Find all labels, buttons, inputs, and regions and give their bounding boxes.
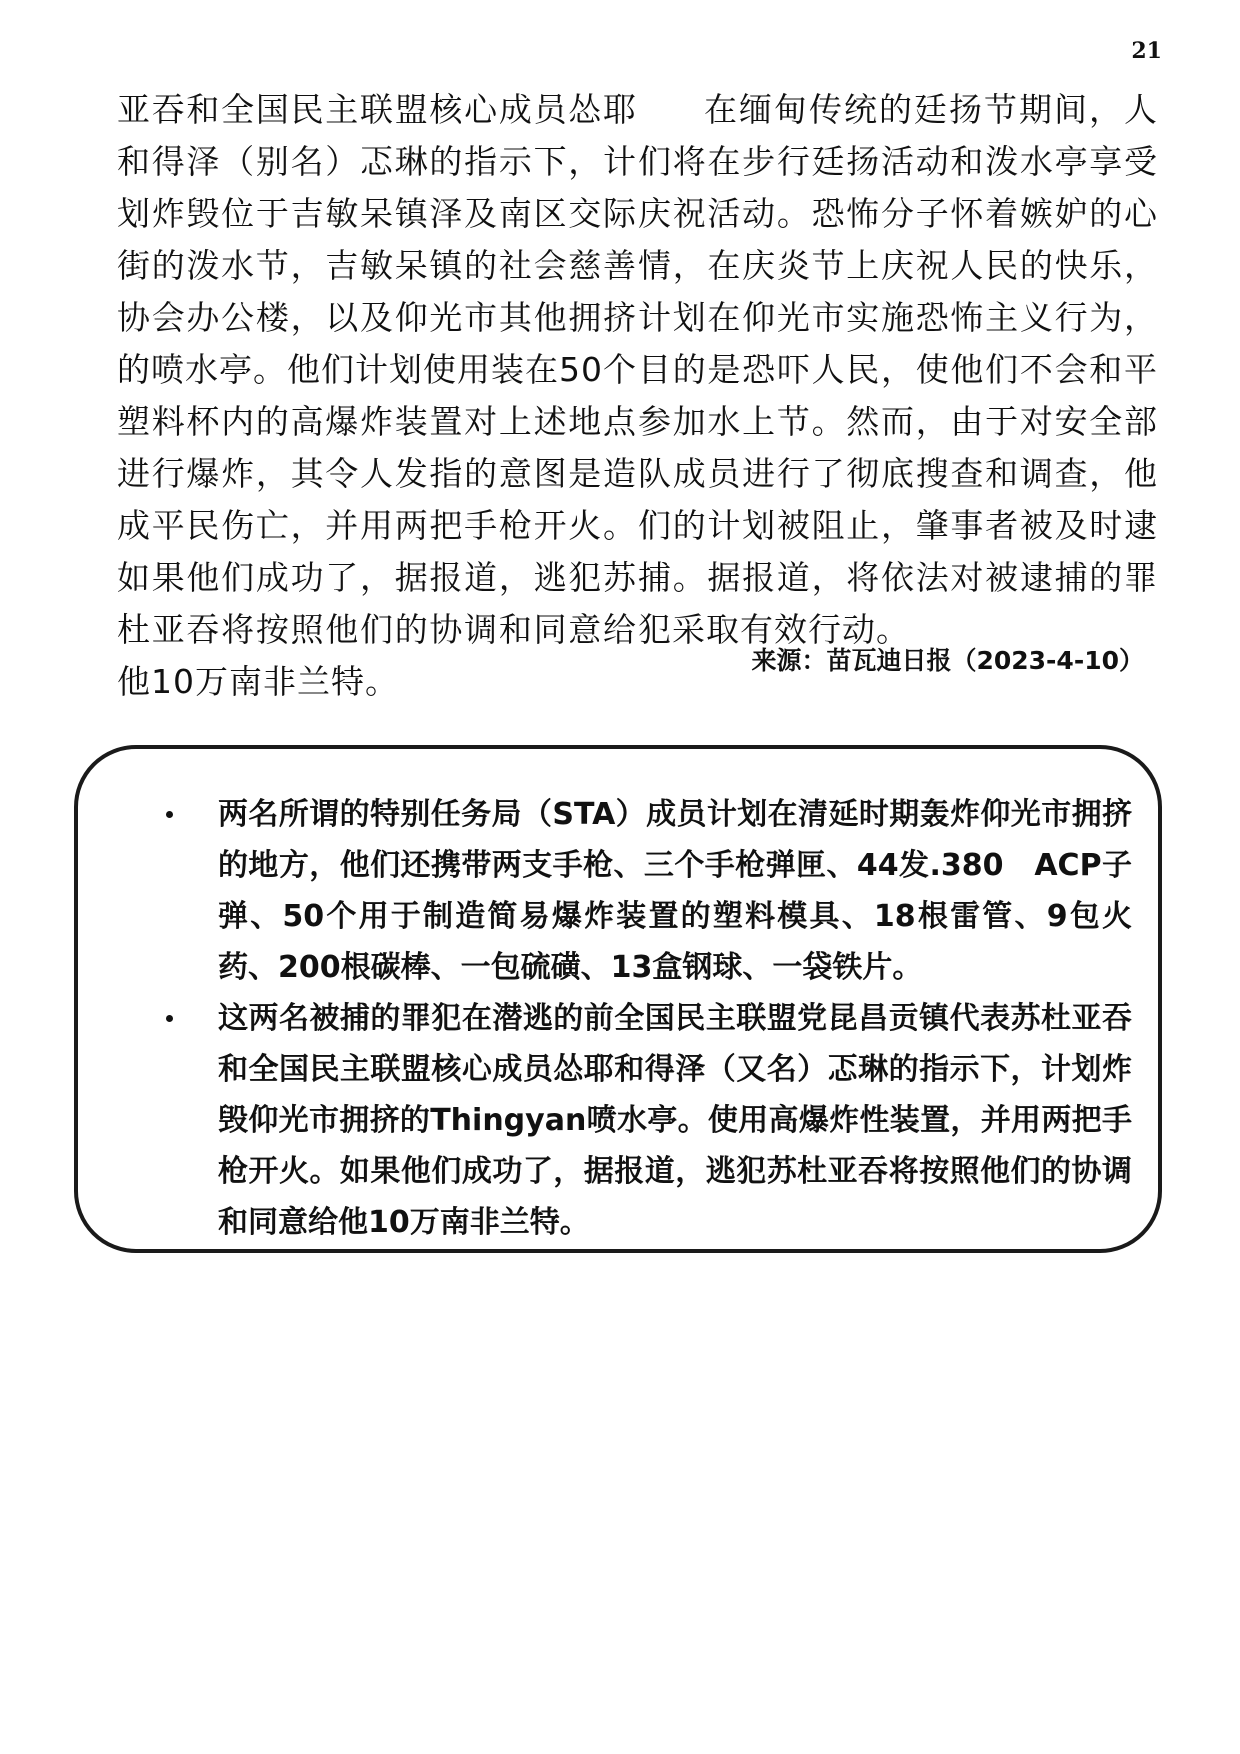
- source-citation: 来源：苗瓦迪日报（2023-4-10）: [751, 646, 1144, 675]
- page-number: 21: [1131, 38, 1162, 64]
- left-column-paragraph: 亚吞和全国民主联盟核心成员怂耶和得泽（别名）忑琳的指示下，计划炸毁位于吉敏呆镇泽及南区交际街的泼水节，吉敏呆镇的社会慈善协会办公楼，以及仰光市其他拥挤的喷水亭。他们计划使用装在50个塑料杯内的高爆炸装置对上述地点进行爆炸，其令人发指的意图是造成平民伤亡，并用两把手枪开火。如果他们成功了，据报道，逃犯苏杜亚吞将按照他们的协调和同意给他10万南非兰特。: [117, 90, 637, 701]
- bullet-icon: [166, 811, 173, 818]
- summary-item: [138, 789, 1132, 993]
- summary-item: [138, 993, 1132, 1248]
- right-column-paragraph: 在缅甸传统的廷扬节期间，人们将在步行廷扬活动和泼水亭享受庆祝活动。恐怖分子怀着嫉妒的心情，在庆炎节上庆祝人民的快乐，计划在仰光市实施恐怖主义行为，目的是恐吓人民，使他们不会和平参加水上节。然而，由于对安全部队成员进行了彻底搜查和调查，他们的计划被阻止，肇事者被及时逮捕。据报道，将依法对被逮捕的罪犯采取有效行动。: [638, 90, 1158, 649]
- left-article-column: [117, 84, 637, 708]
- summary-box: [74, 745, 1162, 1253]
- right-article-column: [638, 84, 1158, 656]
- bullet-icon: [166, 1015, 173, 1022]
- summary-list: [138, 789, 1132, 1248]
- summary-item-text: 两名所谓的特别任务局（STA）成员计划在清延时期轰炸仰光市拥挤的地方，他们还携带两支手枪、三个手枪弹匣、44发.380 ACP子弹、50个用于制造简易爆炸装置的塑料模具、18根雷管、9包火药、200根碳棒、一包硫磺、13盒钢球、一袋铁片。: [218, 797, 1132, 985]
- summary-item-text: 这两名被捕的罪犯在潜逃的前全国民主联盟党昆昌贡镇代表苏杜亚吞和全国民主联盟核心成员怂耶和得泽（又名）忑琳的指示下，计划炸毁仰光市拥挤的Thingyan喷水亭。使用高爆炸性装置，并用两把手枪开火。如果他们成功了，据报道，逃犯苏杜亚吞将按照他们的协调和同意给他10万南非兰特。: [218, 1001, 1132, 1240]
